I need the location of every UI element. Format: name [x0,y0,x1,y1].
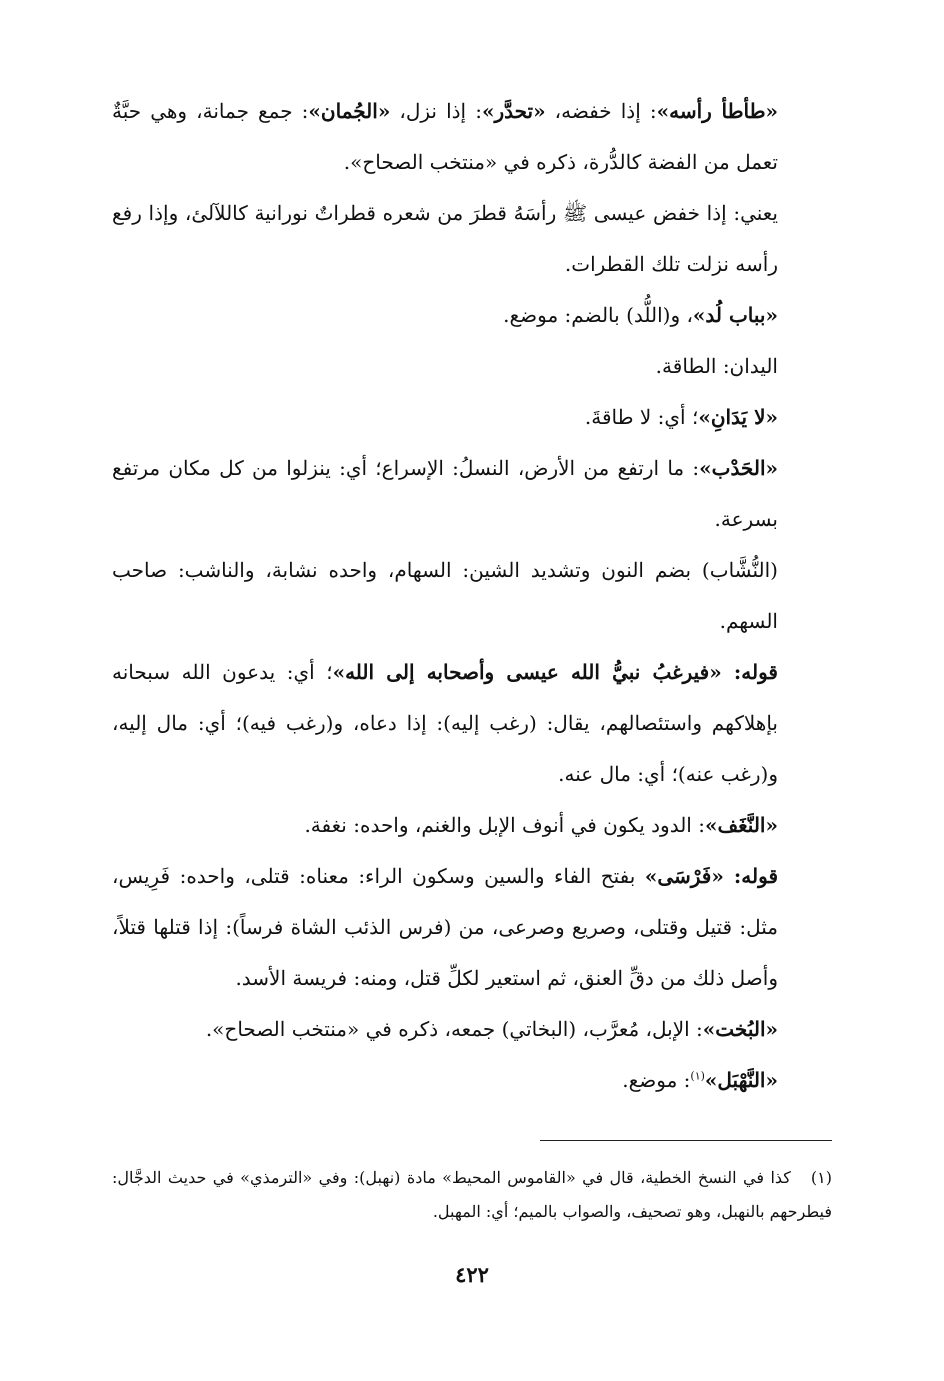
footnote-divider [540,1140,832,1141]
text-run: (النُّشَّاب) بضم النون وتشديد الشين: السهام، واحده نشابة، والناشب: صاحب السهم. [112,558,778,633]
term: «لا يَدَانِ» [698,405,778,429]
term: «تحدَّر» [481,99,546,123]
footnote-number: (١) [810,1168,832,1187]
term: «البُخت» [702,1017,778,1041]
text-run: : إذا نزل، [390,99,482,123]
term: «النَّهْبَل» [704,1068,778,1092]
text-run: : إذا خفضه، [545,99,657,123]
footnote-1 [112,1161,832,1229]
paragraph-5 [112,392,832,443]
paragraph-12 [112,1055,832,1106]
term: «الحَدْب» [699,456,778,480]
text-run: يعني: إذا خفض عيسى ﷺ رأسَهُ قطرَ من شعره قطراتٌ نورانية كاللآلئ، وإذا رفع رأسه نزلت تلك القطرات. [112,201,778,276]
footnote-text: كذا في النسخ الخطية، قال في «القاموس المحيط» مادة (نهبل): وفي «الترمذي» في حديث الدجَّال: فيطرحهم بالنهبل، وهو تصحيف، والصواب بالميم؛ أي: المهبل. [112,1168,832,1221]
paragraph-8 [112,647,832,800]
term: قوله: «فيرغبُ نبيُّ الله عيسى وأصحابه إلى الله» [332,660,778,684]
paragraph-7 [112,545,832,647]
term: «الجُمان» [308,99,391,123]
page-number: ٤٢٢ [455,1262,489,1287]
paragraph-10 [112,851,832,1004]
text-run: : موضع. [622,1068,691,1092]
term: «النَّغَف» [704,813,778,837]
text-run: : الإبل، مُعرَّب، (البخاتي) جمعه، ذكره في «منتخب الصحاح». [205,1017,703,1041]
paragraph-11 [112,1004,832,1055]
paragraph-2 [112,188,832,290]
text-run: ، و(اللُّد) بالضم: موضع. [503,303,693,327]
text-run: : الدود يكون في أنوف الإبل والغنم، واحده: نغفة. [304,813,705,837]
text-run: ؛ أي: يدعون الله سبحانه بإهلاكهم واستئصالهم، يقال: (رغب إليه): إذا دعاه، و(رغب فيه)؛ أي: مال إليه، و(رغب عنه)؛ أي: مال عنه. [112,660,779,786]
text-run: بفتح الفاء والسين وسكون الراء: معناه: قتلى، واحده: فَرِيس، مثل: قتيل وقتلى، وصريع وصرعى، من (فرس الذئب الشاة فرساً): إذا قتلها قتلاً، وأصل ذلك من دقِّ العنق، ثم استعير لكلِّ قتل، ومنه: فريسة الأسد. [112,864,778,990]
footnote-ref[interactable]: (١) [690,1069,705,1083]
text-run: اليدان: الطاقة. [655,354,778,378]
main-text [112,86,832,1106]
paragraph-9 [112,800,832,851]
paragraph-6 [112,443,832,545]
term: «طأطأ رأسه» [656,99,779,123]
text-run: ؛ أي: لا طاقةَ. [584,405,699,429]
text-run: : ما ارتفع من الأرض، النسلُ: الإسراع؛ أي: ينزلوا من كل مكان مرتفع بسرعة. [112,456,778,531]
paragraph-4 [112,341,832,392]
term: «بباب لُد» [692,303,778,327]
text-run: : جمع جمانة، وهي حبَّةٌ تعمل من الفضة كالدُّرة، ذكره في «منتخب الصحاح». [112,99,778,174]
paragraph-3 [112,290,832,341]
term: قوله: «فَرْسَى» [644,864,779,888]
footnotes [112,1140,832,1229]
paragraph-1 [112,86,832,188]
